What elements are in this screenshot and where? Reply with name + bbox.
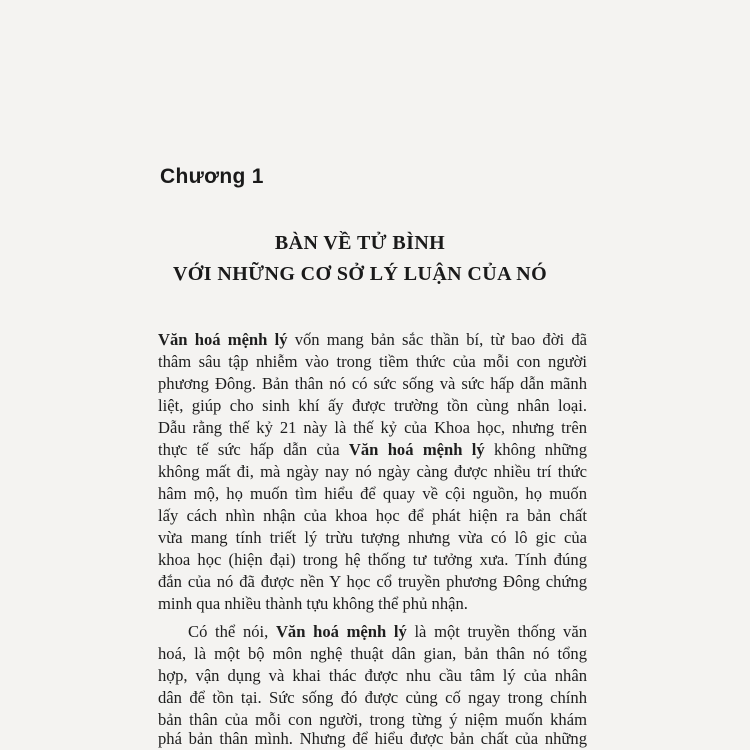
text-span: là một truyền thống văn (406, 622, 587, 641)
paragraph-2-line-5: bản thân của mỗi con người, trong từng ý niệm muốn khám (158, 710, 587, 729)
paragraph-1-line-4: liệt, giúp cho sinh khí ấy được trường tồn cùng nhân loại. (158, 396, 587, 415)
paragraph-1-line-6 (158, 439, 587, 461)
text-span: Có thể nói, (188, 622, 276, 641)
paragraph-2-line-3: hợp, vận dụng và khai thác được nhu cầu tâm lý của nhân (158, 666, 587, 685)
bold-term: Văn hoá mệnh lý (275, 622, 407, 641)
paragraph-2-line-4: dân để tồn tại. Sức sống đó được củng cố ngay trong chính (158, 688, 587, 707)
bold-term: Văn hoá mệnh lý (348, 440, 485, 459)
paragraph-1-line-10: vừa mang tính triết lý trừu tượng nhưng vừa có lô gic của (158, 528, 587, 547)
paragraph-1-line-13: minh qua nhiều thành tựu không thể phủ nhận. (158, 594, 468, 613)
paragraph-1-line-8: hâm mộ, họ muốn tìm hiểu để quay về cội nguồn, họ muốn (158, 484, 587, 503)
paragraph-1-line-3: phương Đông. Bản thân nó có sức sống và sức hấp dẫn mãnh (158, 374, 587, 393)
paragraph-1-line-12: đắn của nó đã được nền Y học cổ truyền phương Đông chứng (158, 572, 587, 591)
paragraph-2-line-6: phá bản thân mình. Nhưng để hiểu được bản chất của những (158, 729, 587, 748)
paragraph-1-line-5: Dẫu rằng thế kỷ 21 này là thế kỷ của Khoa học, nhưng trên (158, 418, 587, 437)
text-span: không những (484, 440, 587, 459)
chapter-heading: Chương 1 (160, 165, 264, 188)
chapter-title-line-1: BÀN VỀ TỬ BÌNH (274, 232, 446, 254)
paragraph-1-line-1 (158, 329, 587, 351)
paragraph-1-line-7: không mất đi, mà ngày nay nó ngày càng được nhiều trí thức (158, 462, 587, 481)
paragraph-2-line-1 (188, 621, 587, 643)
paragraph-1-line-9: lấy cách nhìn nhận của khoa học để phát hiện ra bản chất (158, 506, 587, 525)
text-span: vốn mang bản sắc thần bí, từ bao đời đã (287, 330, 587, 349)
paragraph-2-line-2: hoá, là một bộ môn nghệ thuật dân gian, bản thân nó tổng (158, 644, 587, 663)
paragraph-1-line-2: thâm sâu tập nhiễm vào trong tiềm thức của mỗi con người (158, 352, 587, 371)
chapter-title-line-2: VỚI NHỮNG CƠ SỞ LÝ LUẬN CỦA NÓ (172, 263, 548, 285)
text-span: thực tế sức hấp dẫn của (158, 440, 349, 459)
bold-term: Văn hoá mệnh lý (158, 330, 288, 349)
paragraph-1-line-11: khoa học (hiện đại) trong hệ thống tư tưởng xưa. Tính đúng (158, 550, 587, 569)
